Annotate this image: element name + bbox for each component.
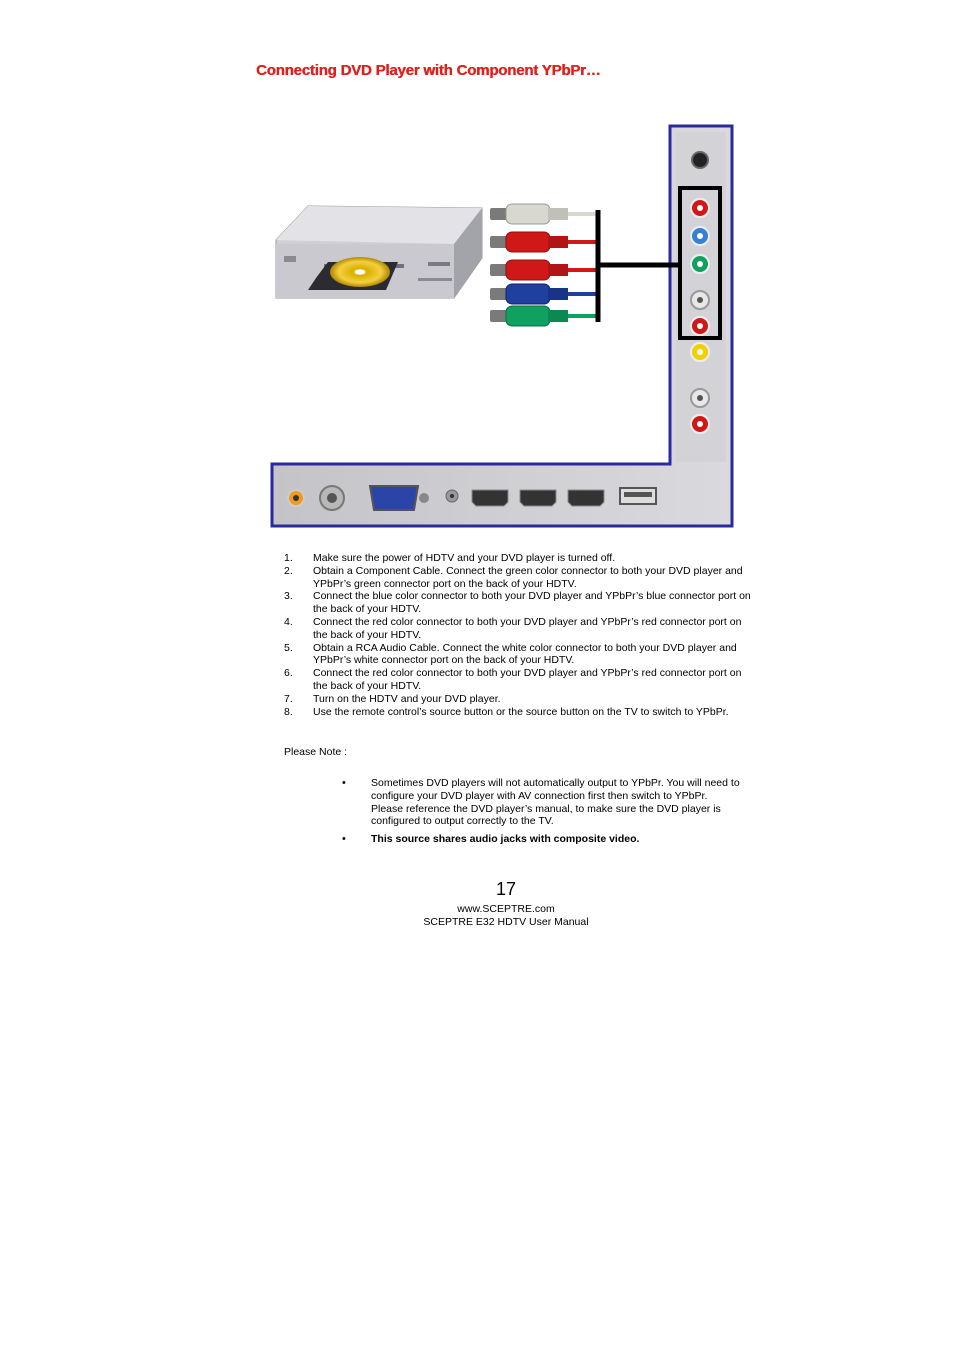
note-label: Please Note : [284, 746, 348, 758]
instruction-steps [284, 552, 754, 718]
tv-back-panel [272, 126, 732, 526]
list-item: 3. Connect the blue color connector to both your DVD player and YPbPr’s blue connector port on the back of your HDTV. [284, 590, 751, 616]
red-plug-video [490, 260, 568, 280]
headphone-jack [692, 152, 708, 168]
bullet-icon: • [342, 777, 346, 789]
footer-website: www.SCEPTRE.com [457, 903, 555, 915]
red-plug-audio [490, 232, 568, 252]
list-item: 6. Connect the red color connector to both your DVD player and YPbPr’s red connector port on the back of your HDTV. [284, 667, 742, 692]
list-item: 5. Obtain a RCA Audio Cable. Connect the white color connector to both your DVD player and YPbPr’s white connector port on the back of your HDTV. [284, 641, 737, 667]
list-item: 8. Use the remote control’s source button or the source button on the TV to switch to YPbPr. [284, 705, 729, 718]
list-item: 1. Make sure the power of HDTV and your DVD player is turned off. [284, 552, 616, 564]
bullet-icon: • [342, 833, 346, 846]
connection-diagram [268, 122, 738, 532]
page-number: 17 [495, 879, 517, 899]
list-item: 4. Connect the red color connector to both your DVD player and YPbPr’s red connector port on the back of your HDTV. [284, 615, 742, 641]
white-plug [490, 204, 568, 224]
dvd-player [276, 206, 482, 298]
component-cable-plugs [490, 204, 682, 326]
vga-port [370, 486, 418, 510]
footer-manual-title: SCEPTRE E32 HDTV User Manual [423, 916, 589, 928]
note-item: • Sometimes DVD players will not automatically output to YPbPr. You will need to configure your DVD player with AV connection first then switch to YPbPr. Please reference the DVD player’s manual, to make sure the DVD player is configured to output correctly to the TV. [342, 777, 740, 828]
list-item: 2. Obtain a Component Cable. Connect the green color connector to both your DVD player and YPbPr’s green connector port on the back of your HDTV. [284, 564, 743, 590]
green-plug [490, 306, 568, 326]
note-list [342, 777, 742, 851]
blue-plug [490, 284, 568, 304]
note-item: • This source shares audio jacks with composite video. [342, 833, 640, 846]
list-item: 7. Turn on the HDTV and your DVD player. [284, 692, 501, 705]
page-title: Connecting DVD Player with Component YPbPr… [256, 62, 601, 79]
